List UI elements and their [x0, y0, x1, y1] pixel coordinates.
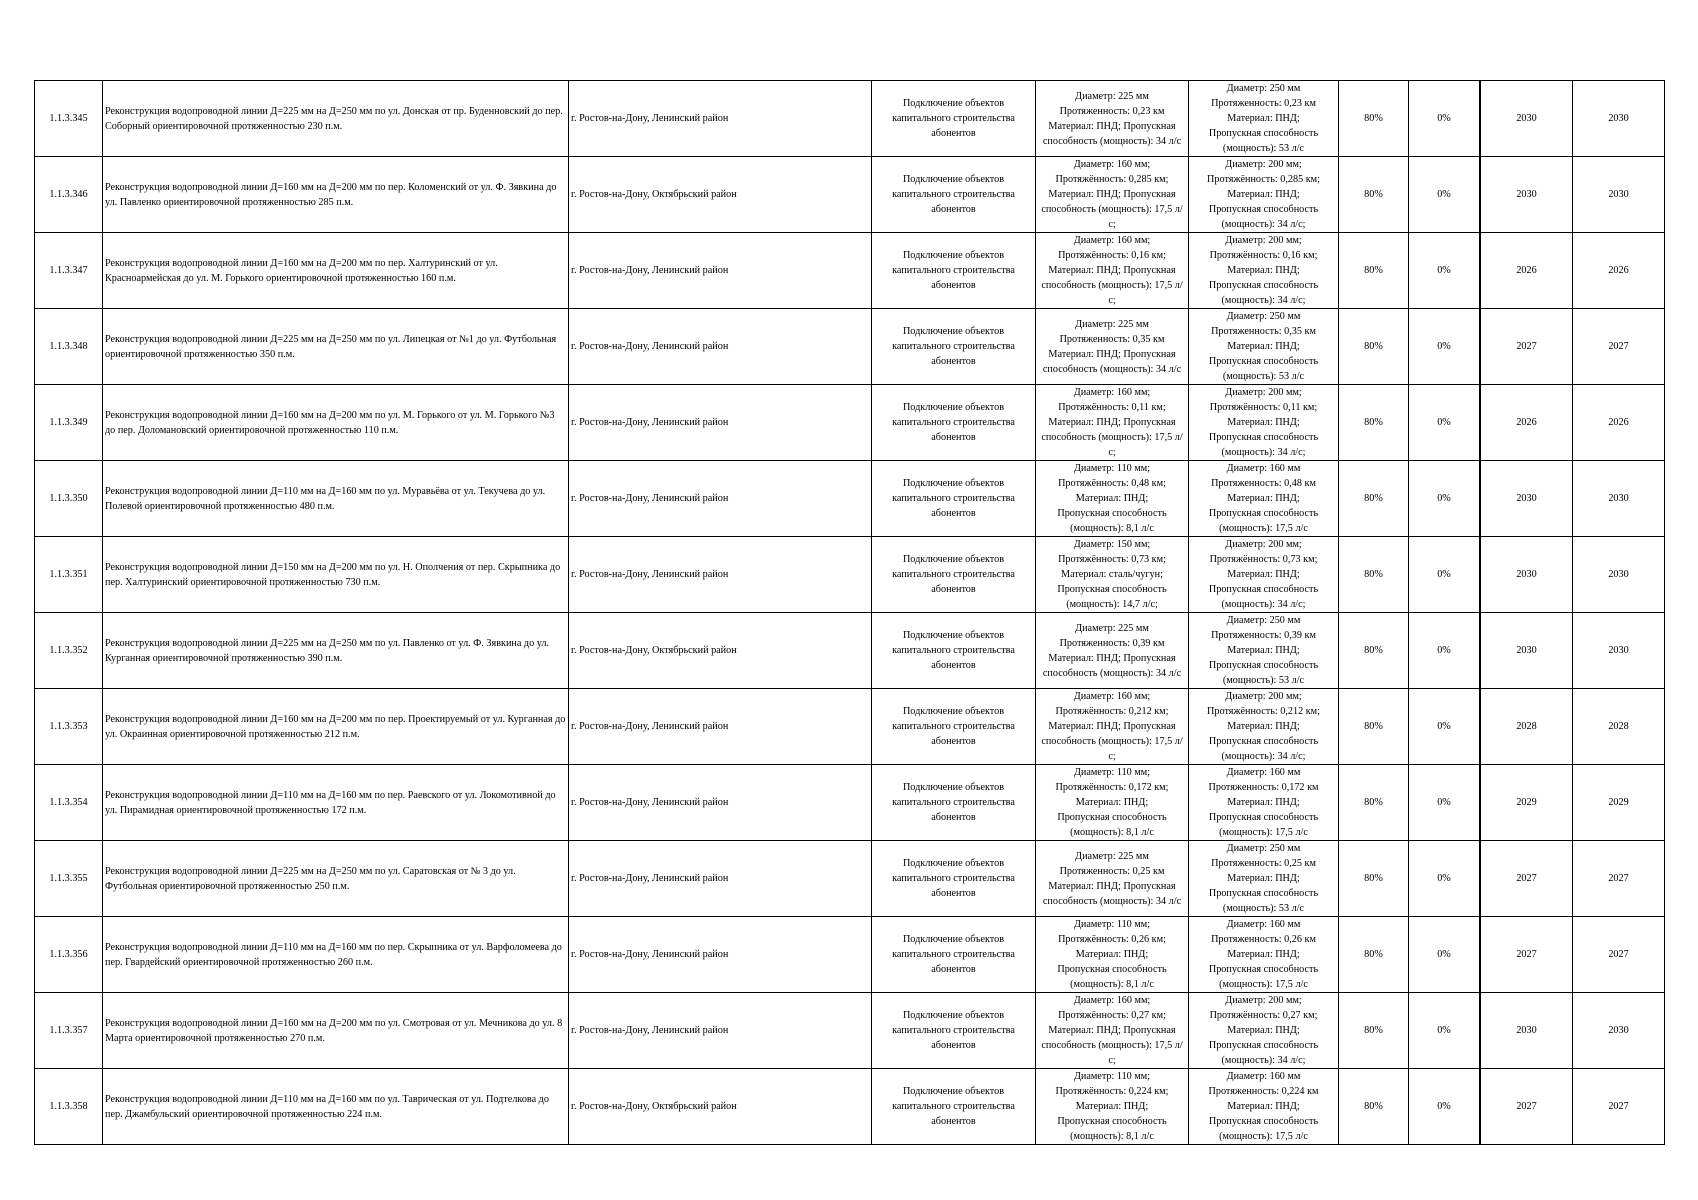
specs-after: Диаметр: 200 мм; Протяжённость: 0,11 км; Материал: ПНД; Пропускная способность (мощность): 34 л/с;: [1189, 385, 1339, 461]
project-purpose: Подключение объектов капитального строительства абонентов: [872, 1069, 1036, 1145]
project-name: Реконструкция водопроводной линии Д=160 мм на Д=200 мм по пер. Проектируемый от ул. Курганная до ул. Окраинная ориентировочной протяженностью 212 п.м.: [103, 689, 569, 765]
wear-percent: 80%: [1339, 841, 1409, 917]
specs-after: Диаметр: 250 мм Протяженность: 0,39 км Материал: ПНД; Пропускная способность (мощность): 53 л/с: [1189, 613, 1339, 689]
row-number: 1.1.3.357: [35, 993, 103, 1069]
row-number: 1.1.3.352: [35, 613, 103, 689]
end-year: 2026: [1573, 233, 1665, 309]
project-location: г. Ростов-на-Дону, Ленинский район: [569, 993, 872, 1069]
specs-after: Диаметр: 200 мм; Протяжённость: 0,16 км; Материал: ПНД; Пропускная способность (мощность): 34 л/с;: [1189, 233, 1339, 309]
loss-percent: 0%: [1409, 689, 1480, 765]
project-location: г. Ростов-на-Дону, Октябрьский район: [569, 1069, 872, 1145]
table-row: [35, 841, 1665, 917]
project-purpose: Подключение объектов капитального строительства абонентов: [872, 81, 1036, 157]
project-name: Реконструкция водопроводной линии Д=160 мм на Д=200 мм по ул. М. Горького от ул. М. Горького №3 до пер. Доломановский ориентировочной протяженностью 110 п.м.: [103, 385, 569, 461]
specs-after: Диаметр: 200 мм; Протяжённость: 0,285 км; Материал: ПНД; Пропускная способность (мощность): 34 л/с;: [1189, 157, 1339, 233]
project-purpose: Подключение объектов капитального строительства абонентов: [872, 461, 1036, 537]
start-year: 2028: [1481, 689, 1573, 765]
start-year: 2026: [1481, 385, 1573, 461]
table-row: [35, 309, 1665, 385]
table-row: [35, 765, 1665, 841]
start-year: 2030: [1481, 461, 1573, 537]
start-year: 2030: [1481, 81, 1573, 157]
project-purpose: Подключение объектов капитального строительства абонентов: [872, 309, 1036, 385]
row-number: 1.1.3.353: [35, 689, 103, 765]
project-name: Реконструкция водопроводной линии Д=225 мм на Д=250 мм по ул. Донская от пр. Буденновский до пер. Соборный ориентировочной протяженностью 230 п.м.: [103, 81, 569, 157]
end-year: 2027: [1573, 917, 1665, 993]
row-number: 1.1.3.349: [35, 385, 103, 461]
project-purpose: Подключение объектов капитального строительства абонентов: [872, 689, 1036, 765]
table-row: [35, 689, 1665, 765]
project-purpose: Подключение объектов капитального строительства абонентов: [872, 613, 1036, 689]
specs-before: Диаметр: 160 мм; Протяжённость: 0,16 км; Материал: ПНД; Пропускная способность (мощность): 17,5 л/с;: [1036, 233, 1189, 309]
wear-percent: 80%: [1339, 461, 1409, 537]
start-year: 2027: [1481, 917, 1573, 993]
start-year: 2030: [1481, 613, 1573, 689]
project-purpose: Подключение объектов капитального строительства абонентов: [872, 841, 1036, 917]
end-year: 2027: [1573, 841, 1665, 917]
loss-percent: 0%: [1409, 461, 1480, 537]
end-year: 2030: [1573, 461, 1665, 537]
project-location: г. Ростов-на-Дону, Октябрьский район: [569, 157, 872, 233]
project-location: г. Ростов-на-Дону, Ленинский район: [569, 537, 872, 613]
table-body: [35, 81, 1665, 1145]
table-row: [35, 1069, 1665, 1145]
project-name: Реконструкция водопроводной линии Д=150 мм на Д=200 мм по ул. Н. Ополчения от пер. Скрыпника до пер. Халтуринский ориентировочной протяженностью 730 п.м.: [103, 537, 569, 613]
project-name: Реконструкция водопроводной линии Д=110 мм на Д=160 мм по ул. Таврическая от ул. Подтелкова до пер. Джамбульский ориентировочной протяженностью 224 п.м.: [103, 1069, 569, 1145]
project-location: г. Ростов-на-Дону, Ленинский район: [569, 841, 872, 917]
project-name: Реконструкция водопроводной линии Д=110 мм на Д=160 мм по пер. Раевского от ул. Локомотивной до ул. Пирамидная ориентировочной протяженностью 172 п.м.: [103, 765, 569, 841]
project-location: г. Ростов-на-Дону, Ленинский район: [569, 309, 872, 385]
wear-percent: 80%: [1339, 233, 1409, 309]
project-purpose: Подключение объектов капитального строительства абонентов: [872, 917, 1036, 993]
project-purpose: Подключение объектов капитального строительства абонентов: [872, 233, 1036, 309]
end-year: 2029: [1573, 765, 1665, 841]
specs-after: Диаметр: 160 мм Протяженность: 0,48 км Материал: ПНД; Пропускная способность (мощность): 17,5 л/с: [1189, 461, 1339, 537]
project-name: Реконструкция водопроводной линии Д=225 мм на Д=250 мм по ул. Саратовская от № 3 до ул. Футбольная ориентировочной протяженностью 250 п.м.: [103, 841, 569, 917]
project-name: Реконструкция водопроводной линии Д=110 мм на Д=160 мм по пер. Скрыпника от ул. Варфоломеева до пер. Гвардейский ориентировочной протяженностью 260 п.м.: [103, 917, 569, 993]
end-year: 2027: [1573, 309, 1665, 385]
loss-percent: 0%: [1409, 1069, 1480, 1145]
specs-after: Диаметр: 200 мм; Протяжённость: 0,73 км; Материал: ПНД; Пропускная способность (мощность): 34 л/с;: [1189, 537, 1339, 613]
end-year: 2030: [1573, 157, 1665, 233]
wear-percent: 80%: [1339, 613, 1409, 689]
wear-percent: 80%: [1339, 689, 1409, 765]
table-row: [35, 233, 1665, 309]
end-year: 2026: [1573, 385, 1665, 461]
row-number: 1.1.3.345: [35, 81, 103, 157]
start-year: 2030: [1481, 537, 1573, 613]
project-location: г. Ростов-на-Дону, Ленинский район: [569, 461, 872, 537]
project-location: г. Ростов-на-Дону, Ленинский район: [569, 917, 872, 993]
project-location: г. Ростов-на-Дону, Ленинский район: [569, 385, 872, 461]
wear-percent: 80%: [1339, 157, 1409, 233]
wear-percent: 80%: [1339, 917, 1409, 993]
loss-percent: 0%: [1409, 993, 1480, 1069]
table-row: [35, 917, 1665, 993]
specs-before: Диаметр: 110 мм; Протяжённость: 0,48 км; Материал: ПНД; Пропускная способность (мощность): 8,1 л/с: [1036, 461, 1189, 537]
row-number: 1.1.3.354: [35, 765, 103, 841]
project-name: Реконструкция водопроводной линии Д=160 мм на Д=200 мм по пер. Халтуринский от ул. Красноармейская до ул. М. Горького ориентировочной протяженностью 160 п.м.: [103, 233, 569, 309]
specs-before: Диаметр: 150 мм; Протяжённость: 0,73 км; Материал: сталь/чугун; Пропускная способность (мощность): 14,7 л/с;: [1036, 537, 1189, 613]
end-year: 2030: [1573, 537, 1665, 613]
project-purpose: Подключение объектов капитального строительства абонентов: [872, 993, 1036, 1069]
specs-before: Диаметр: 110 мм; Протяжённость: 0,172 км; Материал: ПНД; Пропускная способность (мощность): 8,1 л/с: [1036, 765, 1189, 841]
project-purpose: Подключение объектов капитального строительства абонентов: [872, 537, 1036, 613]
start-year: 2030: [1481, 157, 1573, 233]
end-year: 2027: [1573, 1069, 1665, 1145]
wear-percent: 80%: [1339, 81, 1409, 157]
row-number: 1.1.3.356: [35, 917, 103, 993]
table-row: [35, 537, 1665, 613]
project-location: г. Ростов-на-Дону, Ленинский район: [569, 689, 872, 765]
project-purpose: Подключение объектов капитального строительства абонентов: [872, 765, 1036, 841]
end-year: 2030: [1573, 993, 1665, 1069]
row-number: 1.1.3.355: [35, 841, 103, 917]
start-year: 2026: [1481, 233, 1573, 309]
project-name: Реконструкция водопроводной линии Д=225 мм на Д=250 мм по ул. Липецкая от №1 до ул. Футбольная ориентировочной протяженностью 350 п.м.: [103, 309, 569, 385]
specs-after: Диаметр: 160 мм Протяженность: 0,26 км Материал: ПНД; Пропускная способность (мощность): 17,5 л/с: [1189, 917, 1339, 993]
specs-before: Диаметр: 110 мм; Протяжённость: 0,26 км; Материал: ПНД; Пропускная способность (мощность): 8,1 л/с: [1036, 917, 1189, 993]
start-year: 2027: [1481, 841, 1573, 917]
loss-percent: 0%: [1409, 81, 1480, 157]
wear-percent: 80%: [1339, 993, 1409, 1069]
projects-table: [34, 80, 1665, 1145]
project-name: Реконструкция водопроводной линии Д=160 мм на Д=200 мм по ул. Смотровая от ул. Мечникова до ул. 8 Марта ориентировочной протяженностью 270 п.м.: [103, 993, 569, 1069]
wear-percent: 80%: [1339, 765, 1409, 841]
specs-after: Диаметр: 160 мм Протяженность: 0,224 км Материал: ПНД; Пропускная способность (мощность): 17,5 л/с: [1189, 1069, 1339, 1145]
table-row: [35, 385, 1665, 461]
row-number: 1.1.3.347: [35, 233, 103, 309]
table-row: [35, 993, 1665, 1069]
specs-before: Диаметр: 225 мм Протяженность: 0,35 км Материал: ПНД; Пропускная способность (мощность): 34 л/с: [1036, 309, 1189, 385]
loss-percent: 0%: [1409, 917, 1480, 993]
loss-percent: 0%: [1409, 841, 1480, 917]
row-number: 1.1.3.346: [35, 157, 103, 233]
end-year: 2030: [1573, 613, 1665, 689]
project-name: Реконструкция водопроводной линии Д=160 мм на Д=200 мм по пер. Коломенский от ул. Ф. Зявкина до ул. Павленко ориентировочной протяженностью 285 п.м.: [103, 157, 569, 233]
specs-after: Диаметр: 250 мм Протяженность: 0,25 км Материал: ПНД; Пропускная способность (мощность): 53 л/с: [1189, 841, 1339, 917]
specs-after: Диаметр: 200 мм; Протяжённость: 0,27 км; Материал: ПНД; Пропускная способность (мощность): 34 л/с;: [1189, 993, 1339, 1069]
project-location: г. Ростов-на-Дону, Октябрьский район: [569, 613, 872, 689]
project-name: Реконструкция водопроводной линии Д=225 мм на Д=250 мм по ул. Павленко от ул. Ф. Зявкина до ул. Курганная ориентировочной протяженностью 390 п.м.: [103, 613, 569, 689]
wear-percent: 80%: [1339, 537, 1409, 613]
project-location: г. Ростов-на-Дону, Ленинский район: [569, 233, 872, 309]
specs-after: Диаметр: 250 мм Протяженность: 0,35 км Материал: ПНД; Пропускная способность (мощность): 53 л/с: [1189, 309, 1339, 385]
specs-before: Диаметр: 160 мм; Протяжённость: 0,285 км; Материал: ПНД; Пропускная способность (мощность): 17,5 л/с;: [1036, 157, 1189, 233]
specs-before: Диаметр: 110 мм; Протяжённость: 0,224 км; Материал: ПНД; Пропускная способность (мощность): 8,1 л/с: [1036, 1069, 1189, 1145]
table-row: [35, 461, 1665, 537]
project-purpose: Подключение объектов капитального строительства абонентов: [872, 385, 1036, 461]
loss-percent: 0%: [1409, 613, 1480, 689]
loss-percent: 0%: [1409, 157, 1480, 233]
loss-percent: 0%: [1409, 233, 1480, 309]
start-year: 2027: [1481, 1069, 1573, 1145]
project-location: г. Ростов-на-Дону, Ленинский район: [569, 81, 872, 157]
specs-before: Диаметр: 225 мм Протяженность: 0,23 км Материал: ПНД; Пропускная способность (мощность): 34 л/с: [1036, 81, 1189, 157]
end-year: 2030: [1573, 81, 1665, 157]
wear-percent: 80%: [1339, 385, 1409, 461]
start-year: 2027: [1481, 309, 1573, 385]
table-row: [35, 81, 1665, 157]
specs-before: Диаметр: 225 мм Протяженность: 0,25 км Материал: ПНД; Пропускная способность (мощность): 34 л/с: [1036, 841, 1189, 917]
row-number: 1.1.3.350: [35, 461, 103, 537]
start-year: 2029: [1481, 765, 1573, 841]
project-name: Реконструкция водопроводной линии Д=110 мм на Д=160 мм по ул. Муравьёва от ул. Текучева до ул. Полевой ориентировочной протяженностью 480 п.м.: [103, 461, 569, 537]
specs-before: Диаметр: 160 мм; Протяжённость: 0,27 км; Материал: ПНД; Пропускная способность (мощность): 17,5 л/с;: [1036, 993, 1189, 1069]
loss-percent: 0%: [1409, 385, 1480, 461]
row-number: 1.1.3.351: [35, 537, 103, 613]
row-number: 1.1.3.358: [35, 1069, 103, 1145]
specs-before: Диаметр: 160 мм; Протяжённость: 0,11 км; Материал: ПНД; Пропускная способность (мощность): 17,5 л/с;: [1036, 385, 1189, 461]
loss-percent: 0%: [1409, 309, 1480, 385]
start-year: 2030: [1481, 993, 1573, 1069]
row-number: 1.1.3.348: [35, 309, 103, 385]
loss-percent: 0%: [1409, 765, 1480, 841]
wear-percent: 80%: [1339, 1069, 1409, 1145]
project-location: г. Ростов-на-Дону, Ленинский район: [569, 765, 872, 841]
specs-after: Диаметр: 160 мм Протяженность: 0,172 км Материал: ПНД; Пропускная способность (мощность): 17,5 л/с: [1189, 765, 1339, 841]
project-purpose: Подключение объектов капитального строительства абонентов: [872, 157, 1036, 233]
wear-percent: 80%: [1339, 309, 1409, 385]
loss-percent: 0%: [1409, 537, 1480, 613]
specs-after: Диаметр: 200 мм; Протяжённость: 0,212 км; Материал: ПНД; Пропускная способность (мощность): 34 л/с;: [1189, 689, 1339, 765]
specs-after: Диаметр: 250 мм Протяженность: 0,23 км Материал: ПНД; Пропускная способность (мощность): 53 л/с: [1189, 81, 1339, 157]
specs-before: Диаметр: 160 мм; Протяжённость: 0,212 км; Материал: ПНД; Пропускная способность (мощность): 17,5 л/с;: [1036, 689, 1189, 765]
table-row: [35, 157, 1665, 233]
specs-before: Диаметр: 225 мм Протяженность: 0,39 км Материал: ПНД; Пропускная способность (мощность): 34 л/с: [1036, 613, 1189, 689]
end-year: 2028: [1573, 689, 1665, 765]
table-row: [35, 613, 1665, 689]
